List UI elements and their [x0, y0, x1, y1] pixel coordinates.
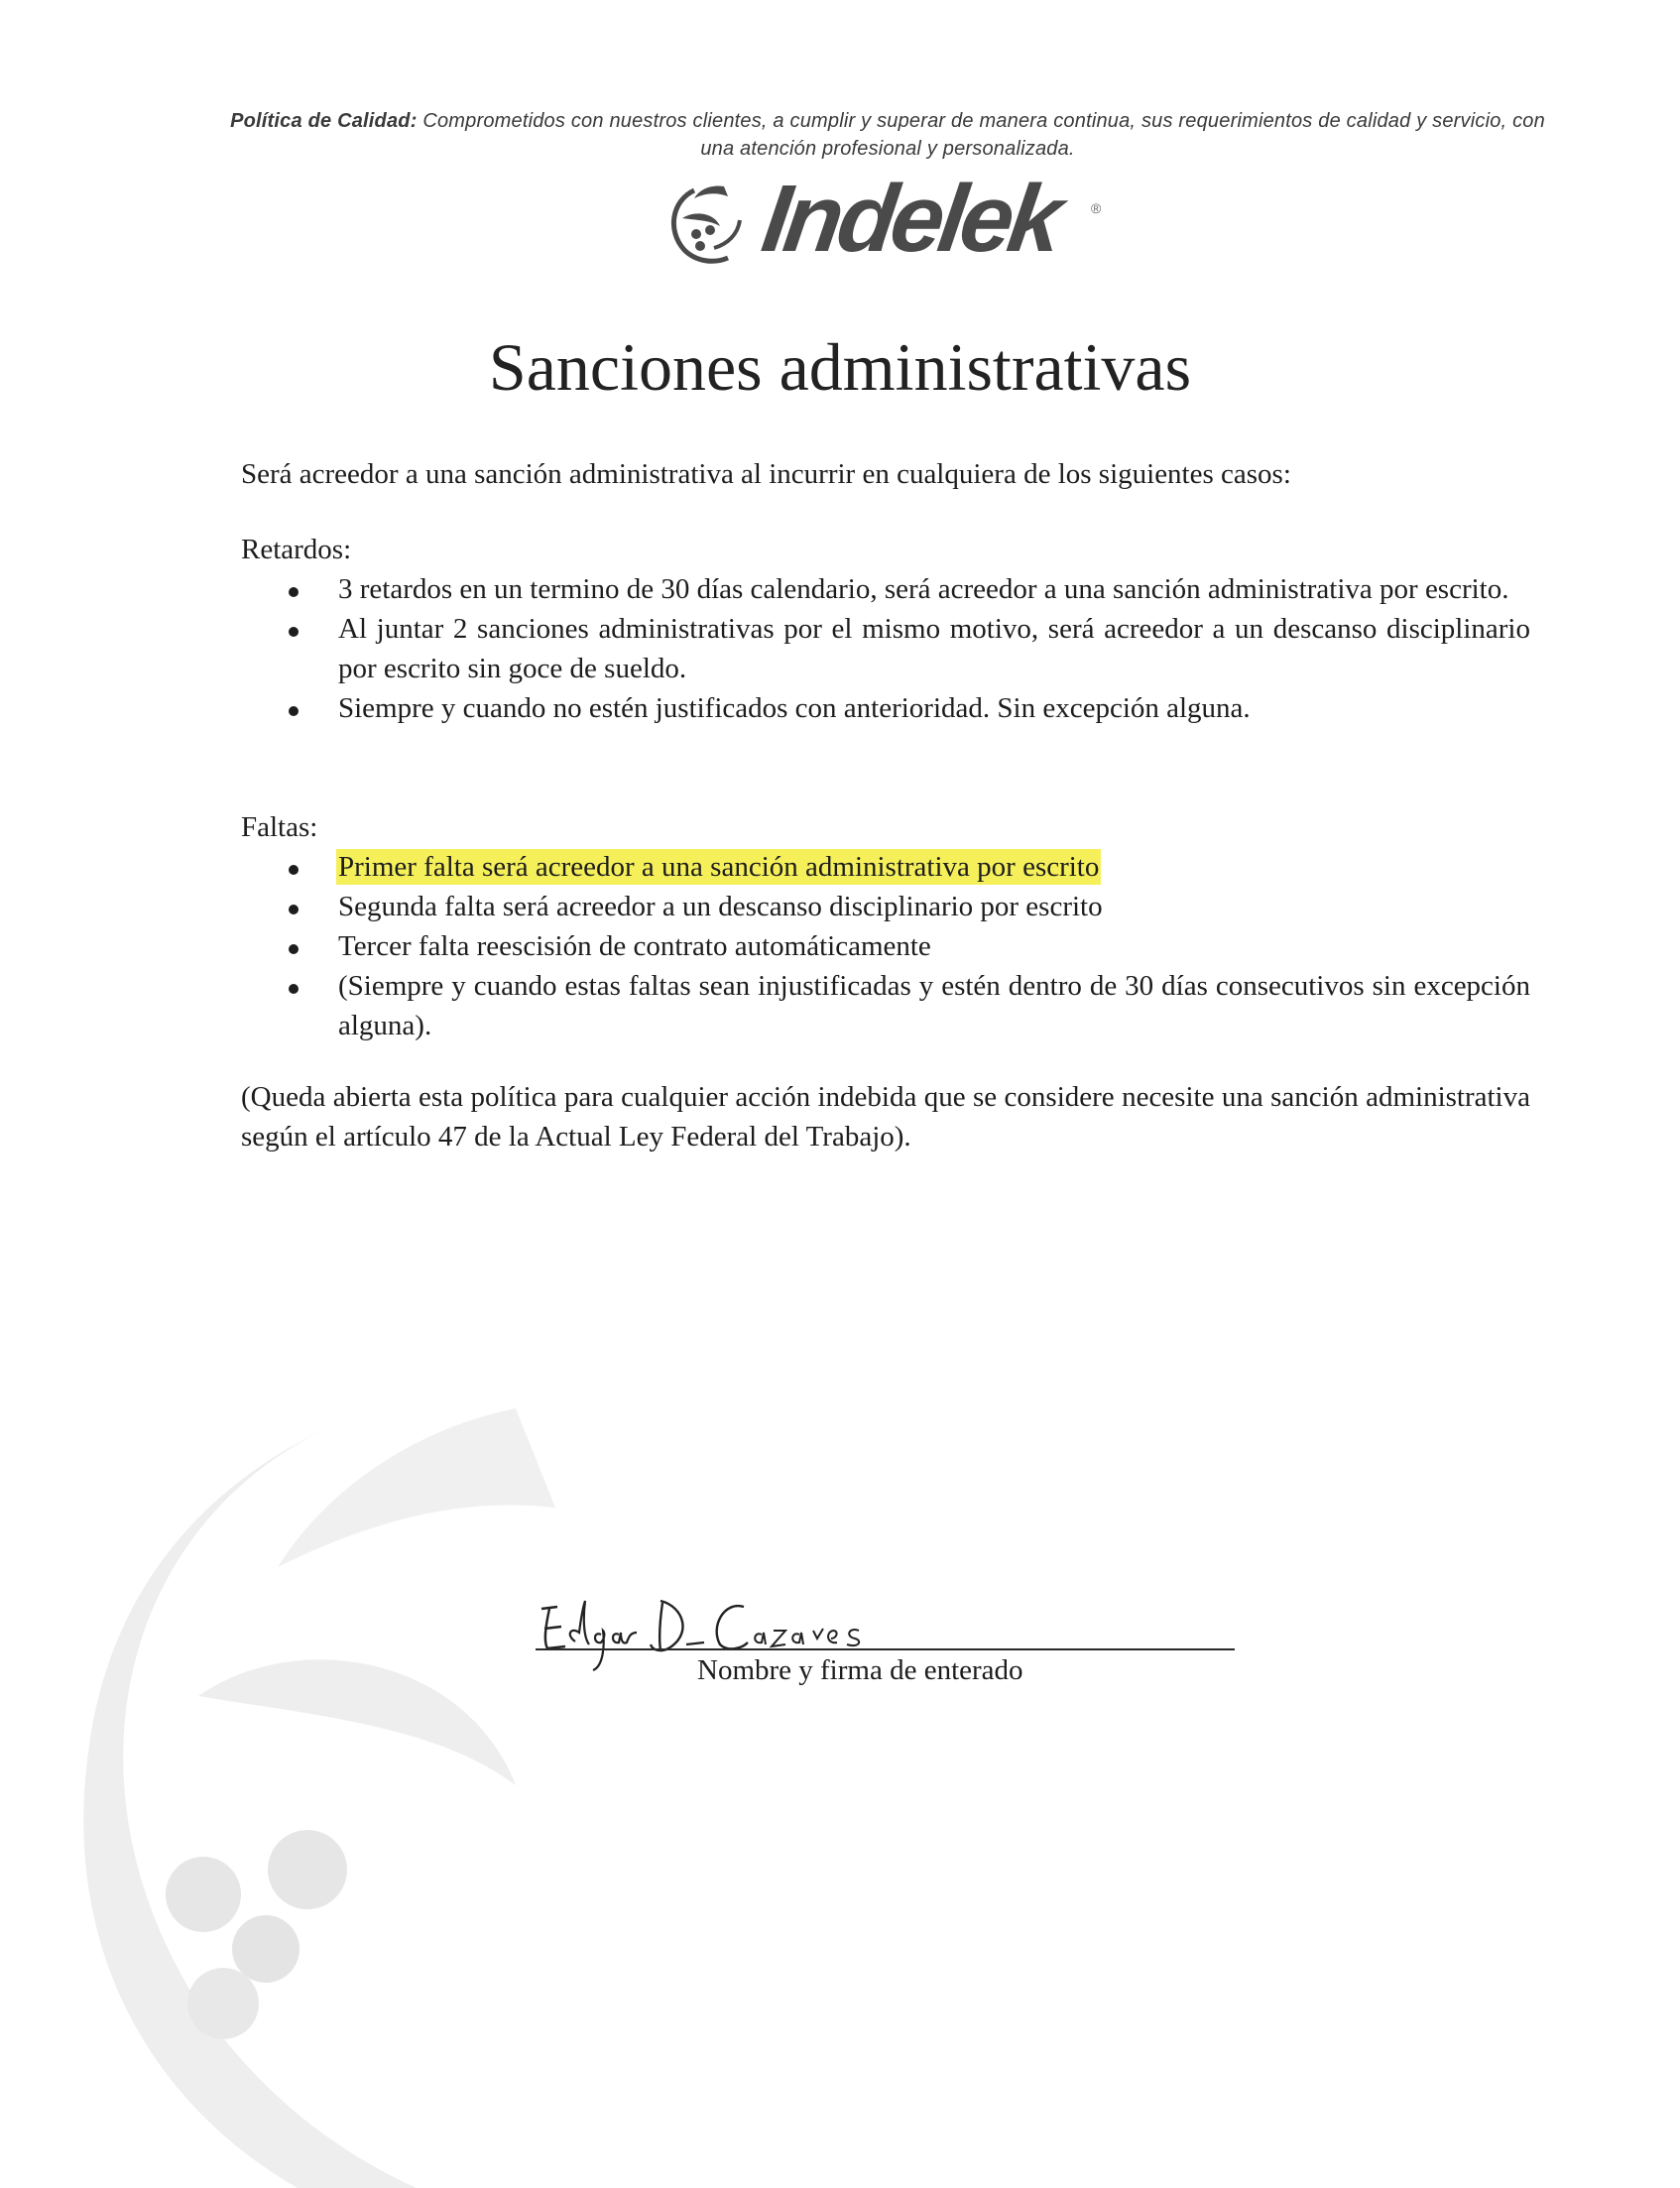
company-logo — [655, 166, 1111, 278]
list-item: Al juntar 2 sanciones administrativas por el mismo motivo, será acreedor a un descanso disciplinario por escrito sin goce de sueldo. — [241, 609, 1530, 688]
indelek-swirl-icon — [655, 179, 764, 278]
list-item: (Siempre y cuando estas faltas sean injustificadas y estén dentro de 30 días consecutivos sin excepción alguna). — [241, 966, 1530, 1045]
signature-label: Nombre y firma de enterado — [697, 1654, 1023, 1686]
retardos-heading: Retardos: — [241, 534, 352, 565]
signature-block — [536, 1587, 1230, 1706]
registered-mark-icon: ® — [1091, 200, 1102, 216]
closing-text: (Queda abierta esta política para cualquier acción indebida que se considere necesite una sanción administrativa según el artículo 47 de la Actual Ley Federal del Trabajo). — [241, 1081, 1530, 1153]
watermark-logo-icon — [0, 1369, 893, 2188]
list-item-highlighted: Primer falta será acreedor a una sanción administrativa por escrito — [241, 847, 1530, 887]
quality-policy-text: Comprometidos con nuestros clientes, a cumplir y superar de manera continua, sus requerimientos de calidad y servicio, con una atención profesional y personalizada. — [417, 110, 1545, 160]
logo-wordmark: Indelek — [756, 166, 1065, 272]
quality-policy — [228, 107, 1547, 163]
page-title: Sanciones administrativas — [488, 329, 1192, 405]
intro-text: Será acreedor a una sanción administrativa al incurrir en cualquiera de los siguientes casos: — [241, 458, 1291, 490]
retardos-list — [241, 569, 1530, 728]
faltas-heading: Faltas: — [241, 811, 318, 843]
list-item: Segunda falta será acreedor a un descanso disciplinario por escrito — [241, 887, 1530, 926]
list-item: Siempre y cuando no estén justificados con anterioridad. Sin excepción alguna. — [241, 688, 1530, 728]
quality-policy-label: Política de Calidad: — [230, 110, 418, 132]
list-item: Tercer falta reescisión de contrato automáticamente — [241, 926, 1530, 966]
list-item: 3 retardos en un termino de 30 días calendario, será acreedor a una sanción administrativa por escrito. — [241, 569, 1530, 609]
faltas-list — [241, 847, 1530, 1045]
